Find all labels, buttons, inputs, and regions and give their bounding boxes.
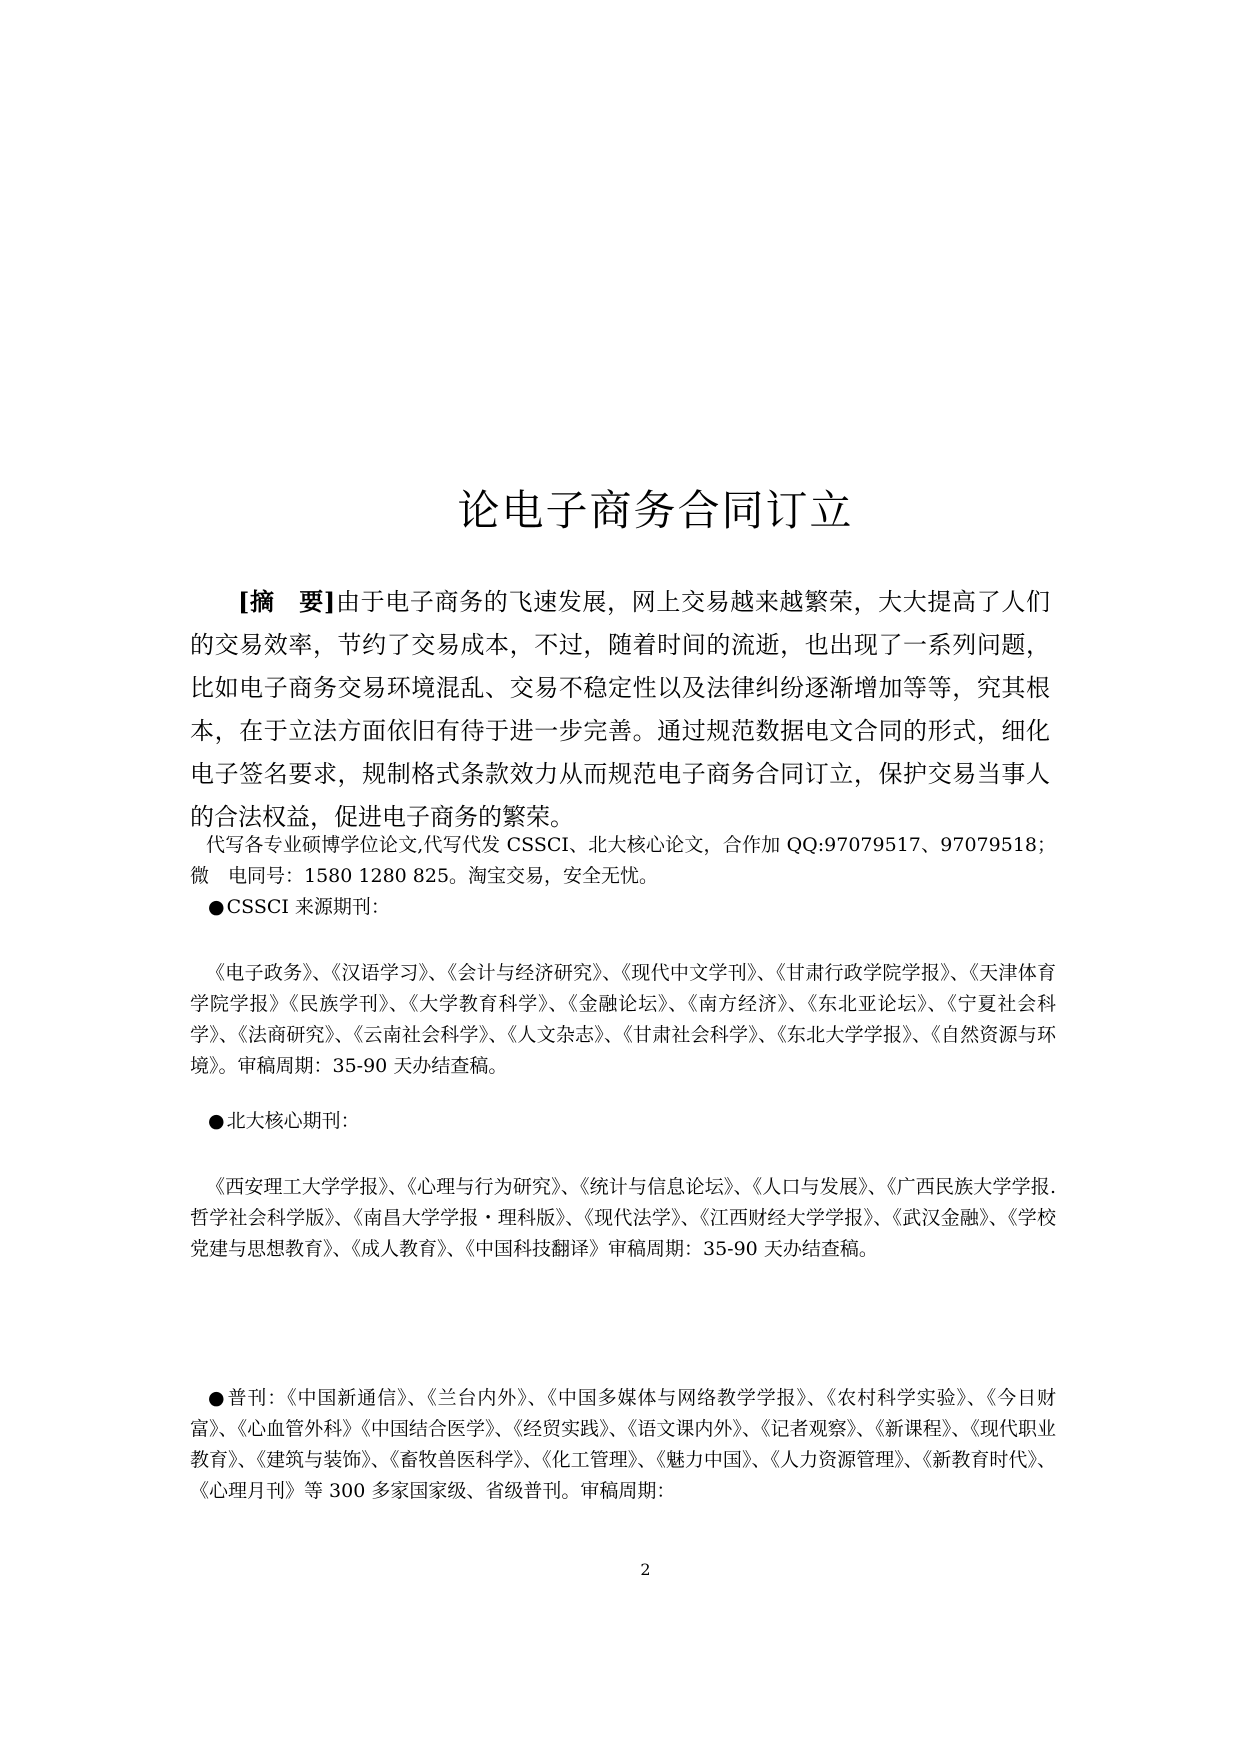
document-title: 论电子商务合同订立	[457, 486, 854, 535]
bullet-icon: ●	[208, 896, 225, 918]
bullet-icon: ●	[208, 1387, 226, 1409]
service-notice: 代写各专业硕博学位论文,代写代发 CSSCI、北大核心论文，合作加 QQ:97079517、97079518；微 电同号：1580 1280 825。淘宝交易，安全无忧。	[190, 834, 1056, 887]
page-number: 2	[640, 1560, 651, 1579]
pku-heading-text: 北大核心期刊：	[226, 1110, 360, 1132]
pku-journal-list: 《西安理工大学学报》、《心理与行为研究》、《统计与信息论坛》、《人口与发展》、《广西民族大学学报.哲学社会科学版》、《南昌大学学报・理科版》、《现代法学》、《江西财经大学学报》、《武汉金融》、《学校党建与思想教育》、《成人教育》、《中国科技翻译》审稿周期：35-90 天办结查稿。	[190, 1176, 1056, 1260]
cssci-heading	[208, 892, 390, 923]
abstract-label: [摘 要]	[238, 587, 336, 616]
pku-heading	[208, 1106, 360, 1137]
general-journal-list	[190, 1383, 1056, 1507]
general-journal-text: 普刊：《中国新通信》、《兰台内外》、《中国多媒体与网络教学学报》、《农村科学实验》、《今日财富》、《心血管外科》《中国结合医学》、《经贸实践》、《语文课内外》、《记者观察》、《新课程》、《现代职业教育》、《建筑与装饰》、《畜牧兽医科学》、《化工管理》、《魅力中国》、《人力资源管理》、《新教育时代》、《心理月刊》等 300 多家国家级、省级普刊。审稿周期：	[190, 1387, 1056, 1502]
abstract-paragraph	[190, 580, 1050, 839]
cssci-journal-list: 《电子政务》、《汉语学习》、《会计与经济研究》、《现代中文学刊》、《甘肃行政学院学报》、《天津体育学院学报》《民族学刊》、《大学教育科学》、《金融论坛》、《南方经济》、《东北亚论坛》、《宁夏社会科学》、《法商研究》、《云南社会科学》、《人文杂志》、《甘肃社会科学》、《东北大学学报》、《自然资源与环境》。审稿周期：35-90 天办结查稿。	[190, 962, 1056, 1077]
abstract-text: 由于电子商务的飞速发展，网上交易越来越繁荣，大大提高了人们的交易效率，节约了交易成本，不过，随着时间的流逝，也出现了一系列问题，比如电子商务交易环境混乱、交易不稳定性以及法律纠纷逐渐增加等等，究其根本，在于立法方面依旧有待于进一步完善。通过规范数据电文合同的形式，细化电子签名要求，规制格式条款效力从而规范电子商务合同订立，保护交易当事人的合法权益，促进电子商务的繁荣。	[190, 588, 1050, 831]
cssci-heading-text: CSSCI 来源期刊：	[226, 896, 390, 918]
bullet-icon: ●	[208, 1110, 225, 1132]
